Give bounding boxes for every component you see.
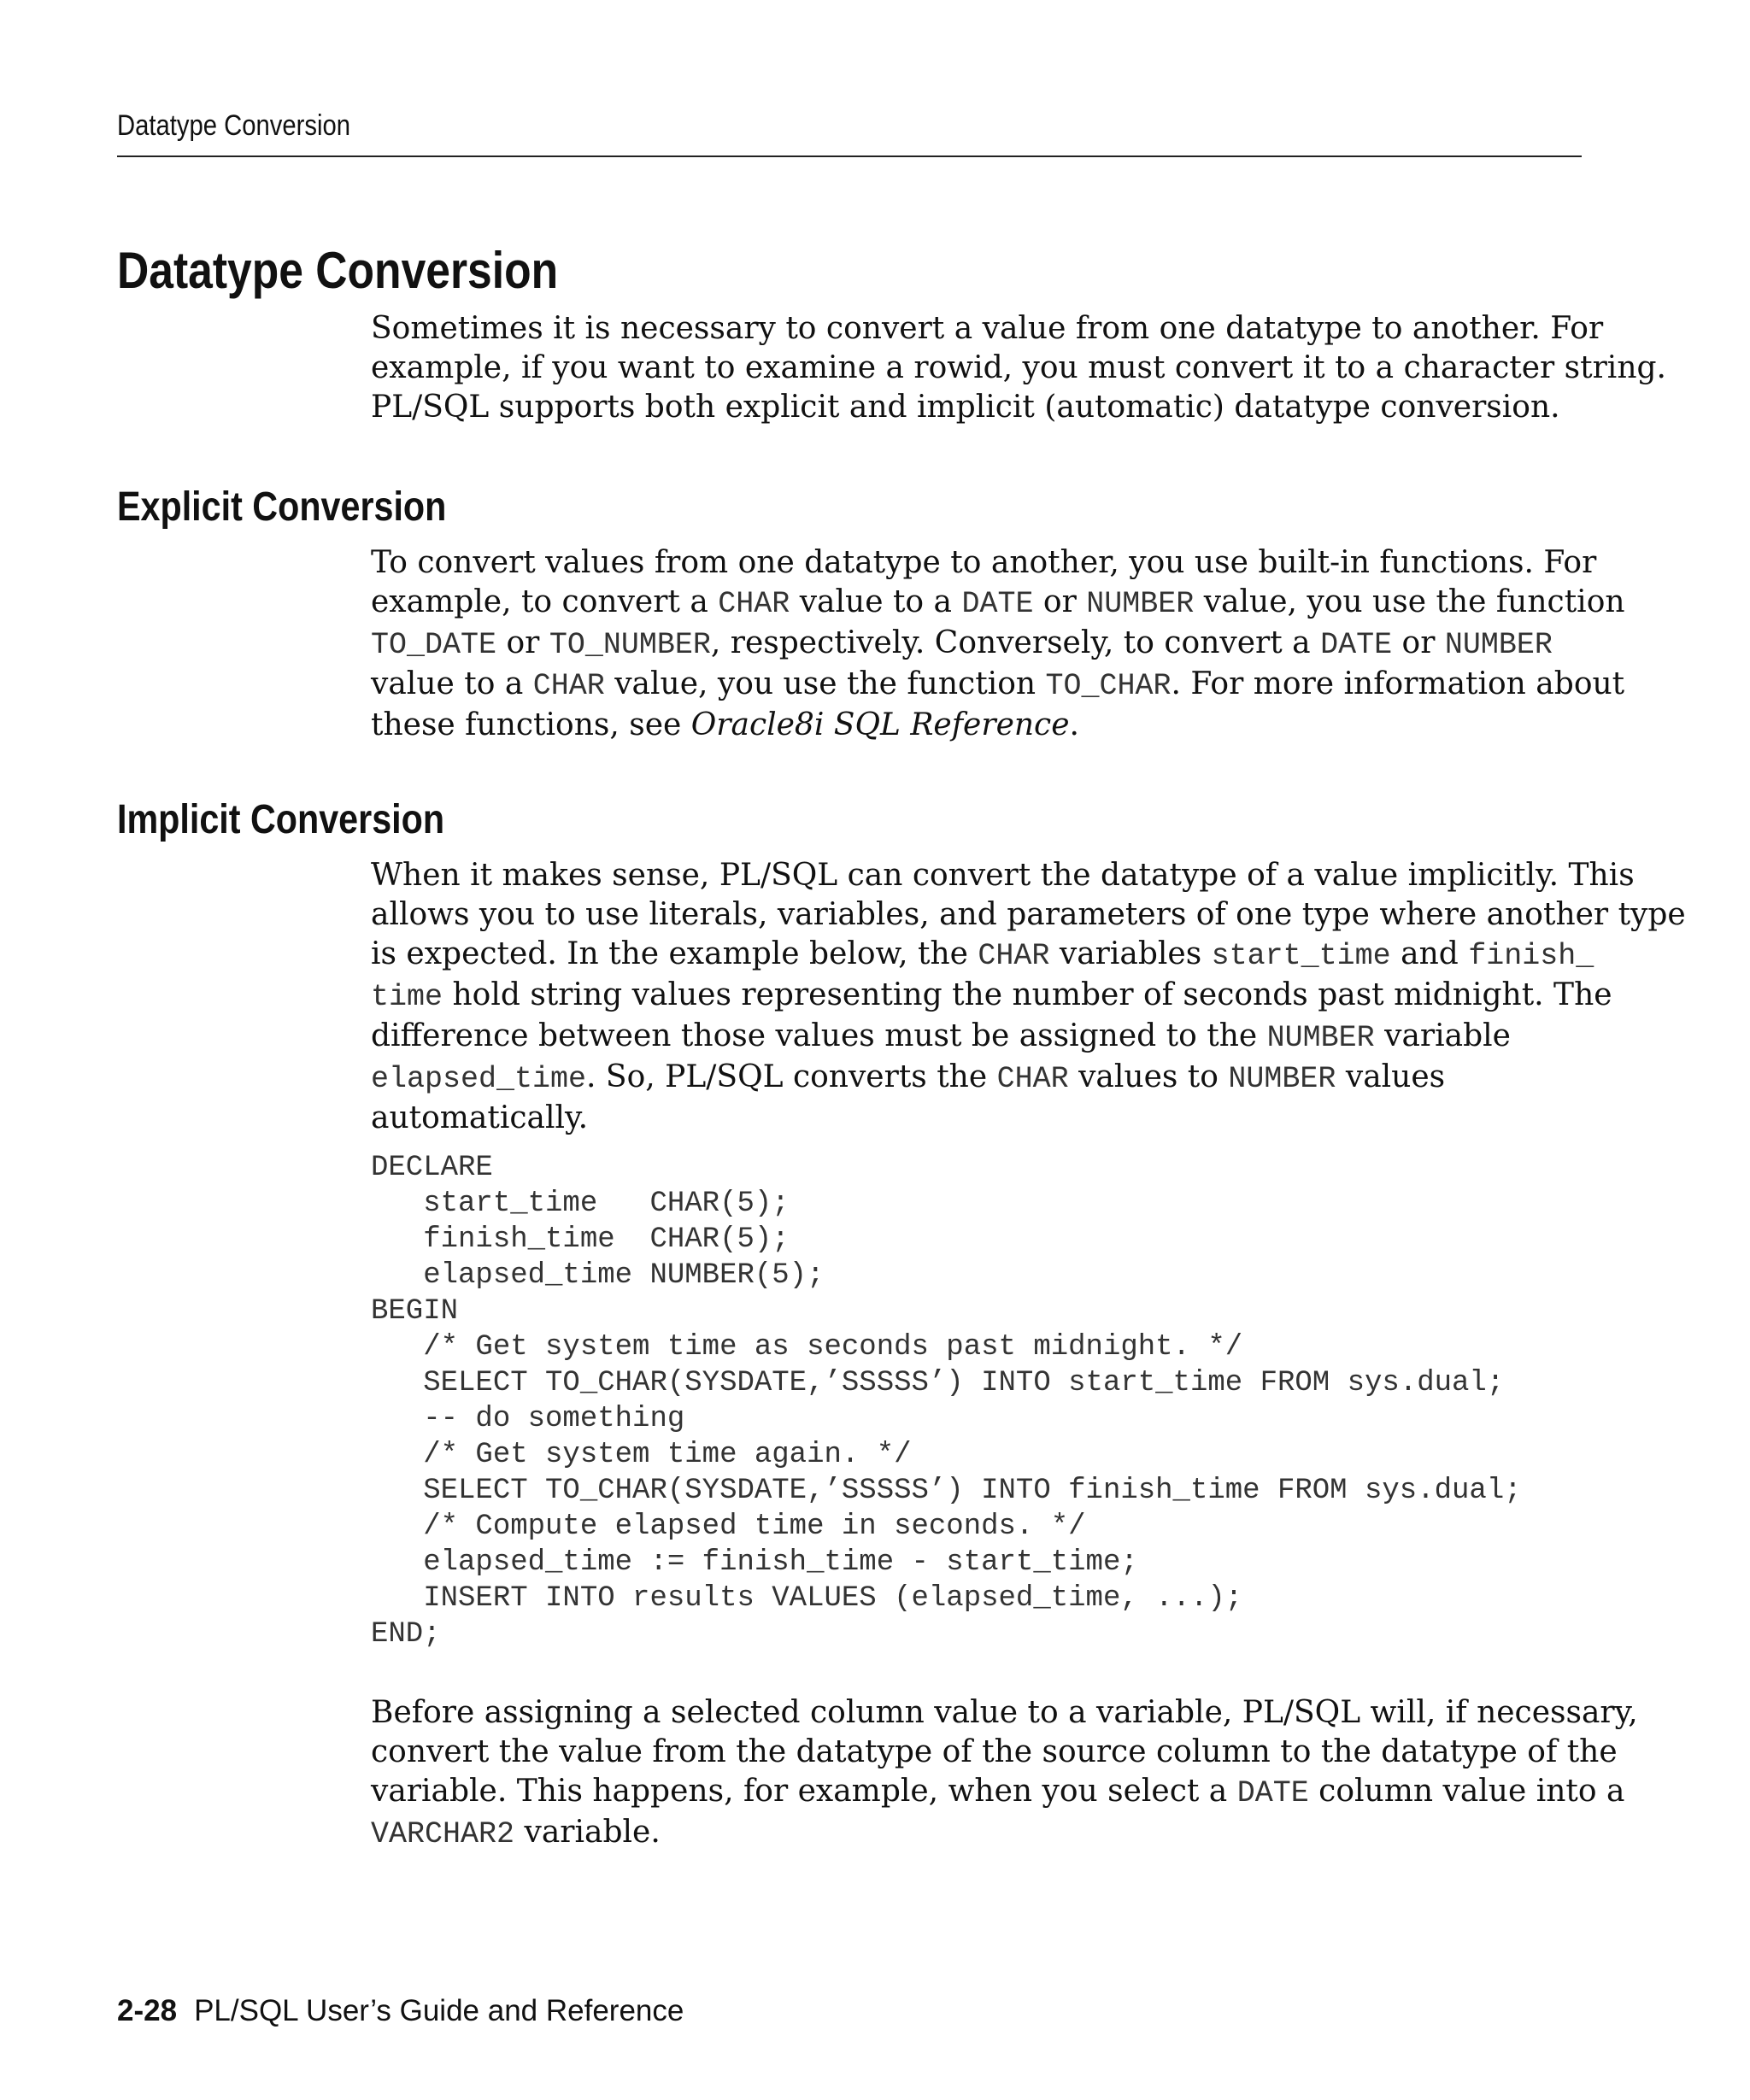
text-line: example, to convert a CHAR value to a DATE or NUMBER value, you use the function <box>371 584 1625 621</box>
section-title: Datatype Conversion <box>117 242 559 299</box>
code-term: NUMBER <box>1086 587 1195 621</box>
code-term: TO_NUMBER <box>549 628 711 662</box>
code-term: CHAR <box>718 587 790 621</box>
code-term: NUMBER <box>1444 628 1553 662</box>
code-term: CHAR <box>978 939 1050 973</box>
text-line: When it makes sense, PL/SQL can convert the datatype of a value implicitly. This <box>371 858 1635 893</box>
code-term: TO_DATE <box>371 628 497 662</box>
page-footer <box>117 1994 684 2028</box>
code-term: finish_ <box>1468 939 1594 973</box>
text-line: VARCHAR2 variable. <box>371 1815 661 1851</box>
text-line: value to a CHAR value, you use the function TO_CHAR. For more information about <box>371 666 1625 703</box>
text-line: these functions, see Oracle8i SQL Reference. <box>371 707 1079 742</box>
code-term: start_time <box>1211 939 1391 973</box>
book-reference: Oracle8i SQL Reference <box>690 707 1070 742</box>
code-term: CHAR <box>996 1062 1069 1096</box>
text-line: automatically. <box>371 1100 589 1135</box>
text-line: variable. This happens, for example, when you select a DATE column value into a <box>371 1774 1625 1810</box>
book-title: PL/SQL User’s Guide and Reference <box>194 1994 684 2027</box>
text-line: allows you to use literals, variables, and parameters of one type where another type <box>371 897 1686 932</box>
explicit-paragraph <box>371 543 1625 745</box>
implicit-paragraph-2 <box>371 1693 1638 1854</box>
running-header: Datatype Conversion <box>117 109 351 142</box>
text-line: Before assigning a selected column value to a variable, PL/SQL will, if necessary, <box>371 1695 1638 1730</box>
code-term: CHAR <box>532 669 605 703</box>
code-term: time <box>371 980 443 1014</box>
header-rule <box>117 155 1582 157</box>
text-line: TO_DATE or TO_NUMBER, respectively. Conversely, to convert a DATE or NUMBER <box>371 625 1553 662</box>
text-line: difference between those values must be assigned to the NUMBER variable <box>371 1018 1511 1055</box>
page-number: 2-28 <box>117 1994 178 2027</box>
implicit-conversion-heading: Implicit Conversion <box>117 797 445 842</box>
code-example: DECLARE start_time CHAR(5); finish_time CHAR(5); elapsed_time NUMBER(5); BEGIN /* Get system time as seconds past midnight. */ SELECT TO_CHAR(SYSDATE,’SSSSS’) INTO start_time FROM sys.dual; -- do something /* Get system time again. */ SELECT TO_CHAR(SYSDATE,’SSSSS’) INTO finish_time FROM sys.dual; /* Compute elapsed time in seconds. */ elapsed_time := finish_time - start_time; INSERT INTO results VALUES (elapsed_time, ...); END; <box>371 1152 1522 1651</box>
text-line: elapsed_time. So, PL/SQL converts the CHAR values to NUMBER values <box>371 1059 1446 1096</box>
text-line: time hold string values representing the number of seconds past midnight. The <box>371 977 1612 1014</box>
code-term: NUMBER <box>1228 1062 1336 1096</box>
intro-paragraph <box>371 309 1666 427</box>
text-line: example, if you want to examine a rowid, you must convert it to a character string. <box>371 350 1666 385</box>
code-term: VARCHAR2 <box>371 1817 515 1851</box>
text-line: is expected. In the example below, the CHAR variables start_time and finish_ <box>371 936 1594 973</box>
code-term: DATE <box>1236 1776 1309 1810</box>
text-line: convert the value from the datatype of the source column to the datatype of the <box>371 1734 1618 1769</box>
text-line: Sometimes it is necessary to convert a value from one datatype to another. For <box>371 311 1604 346</box>
code-term: elapsed_time <box>371 1062 587 1096</box>
text-line: PL/SQL supports both explicit and implicit (automatic) datatype conversion. <box>371 390 1560 425</box>
code-term: TO_CHAR <box>1045 669 1172 703</box>
code-term: DATE <box>1320 628 1393 662</box>
text-line: To convert values from one datatype to another, you use built-in functions. For <box>371 545 1597 580</box>
implicit-paragraph <box>371 856 1686 1138</box>
code-term: NUMBER <box>1266 1021 1375 1055</box>
code-term: DATE <box>961 587 1034 621</box>
explicit-conversion-heading: Explicit Conversion <box>117 484 447 530</box>
